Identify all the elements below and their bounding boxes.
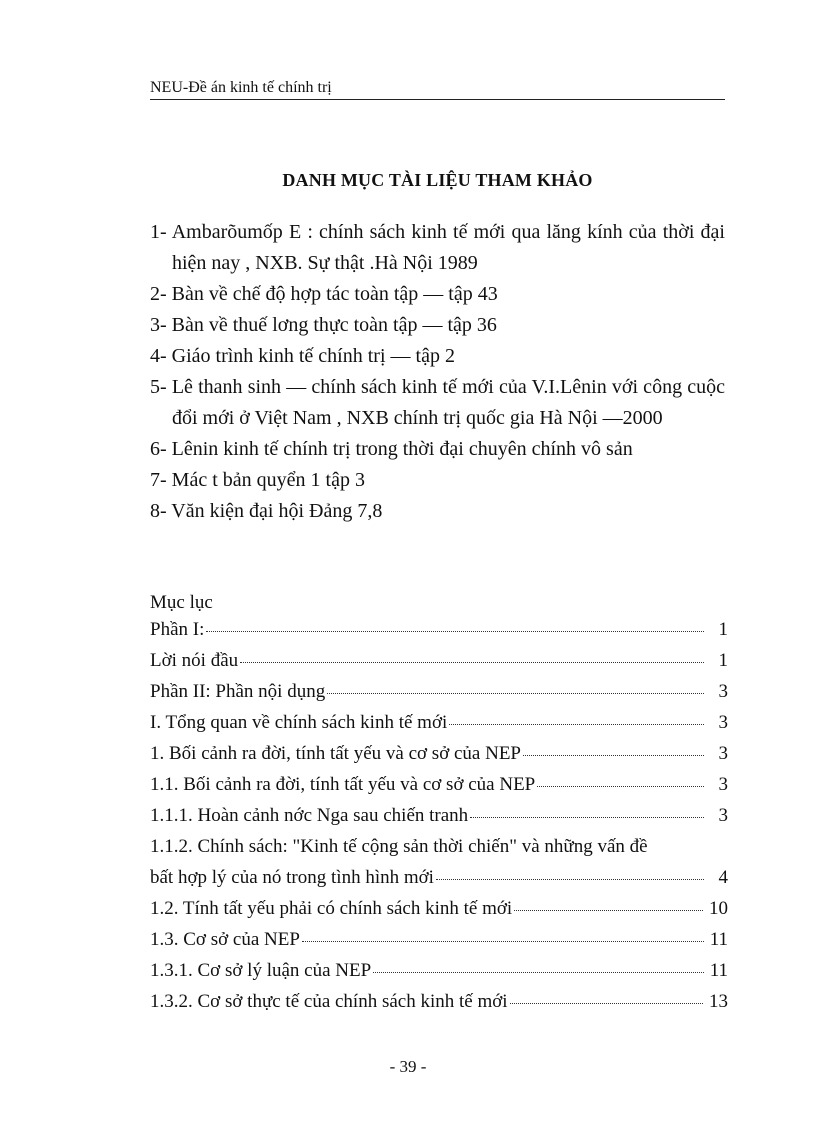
page-header <box>150 78 725 100</box>
toc-leader-dots <box>302 940 704 942</box>
reference-item: 5- Lê thanh sinh — chính sách kinh tế mới của V.I.Lênin với công cuộc đổi mới ở Việt Nam , NXB chính trị quốc gia Hà Nội —2000 <box>150 376 725 429</box>
reference-item: 3- Bàn về thuế lơng thực toàn tập — tập 36 <box>150 314 497 336</box>
toc-entry-label: 1. Bối cảnh ra đời, tính tất yếu và cơ sở của NEP <box>150 743 522 764</box>
table-of-contents <box>150 619 728 1022</box>
toc-entry <box>150 681 728 712</box>
toc-entry-label: Lời nói đầu <box>150 650 239 671</box>
toc-entry <box>150 743 728 774</box>
page-title: DANH MỤC TÀI LIỆU THAM KHẢO <box>282 170 593 190</box>
header-text: NEU-Đề án kinh tế chính trị <box>150 79 332 96</box>
toc-entry <box>150 805 728 836</box>
toc-leader-dots <box>373 971 704 973</box>
toc-entry-page: 1 <box>718 619 728 640</box>
toc-entry-line1 <box>150 836 728 867</box>
toc-entry <box>150 650 728 681</box>
toc-entry <box>150 929 728 960</box>
toc-leader-dots <box>514 909 703 911</box>
toc-entry <box>150 867 728 898</box>
toc-leader-dots <box>537 785 704 787</box>
toc-entry-page: 4 <box>718 867 728 888</box>
toc-entry-page: 11 <box>709 929 728 950</box>
page-number: - 39 - <box>389 1057 427 1076</box>
reference-item: 6- Lênin kinh tế chính trị trong thời đại chuyên chính vô sản <box>150 438 633 460</box>
toc-entry <box>150 619 728 650</box>
toc-entry-page: 1 <box>718 650 728 671</box>
toc-entry-label: 1.3.2. Cơ sở thực tế của chính sách kinh tế mới <box>150 991 508 1012</box>
toc-entry-label: 1.1.2. Chính sách: "Kinh tế cộng sản thời chiến" và những vấn đề <box>150 836 648 857</box>
toc-entry <box>150 960 728 991</box>
reference-item: 8- Văn kiện đại hội Đảng 7,8 <box>150 500 383 522</box>
toc-entry-page: 3 <box>718 743 728 764</box>
toc-leader-dots <box>240 661 704 663</box>
toc-leader-dots <box>327 692 704 694</box>
toc-entry-label: I. Tổng quan về chính sách kinh tế mới <box>150 712 448 733</box>
toc-leader-dots <box>510 1002 703 1004</box>
toc-entry-label: 1.2. Tính tất yếu phải có chính sách kinh tế mới <box>150 898 513 919</box>
toc-entry <box>150 712 728 743</box>
toc-entry-label: 1.3. Cơ sở của NEP <box>150 929 300 950</box>
toc-entry <box>150 898 728 929</box>
toc-leader-dots <box>523 754 704 756</box>
toc-title: Mục lục <box>150 592 213 613</box>
toc-entry-page: 3 <box>718 774 728 795</box>
toc-entry-page: 3 <box>718 712 728 733</box>
toc-entry-page: 11 <box>709 960 728 981</box>
toc-entry-page: 3 <box>718 681 728 702</box>
toc-leader-dots <box>449 723 704 725</box>
reference-item: 7- Mác t bản quyển 1 tập 3 <box>150 469 365 491</box>
toc-entry-label: bất hợp lý của nó trong tình hình mới <box>150 867 434 888</box>
toc-entry <box>150 774 728 805</box>
toc-entry-page: 10 <box>709 898 728 919</box>
reference-list <box>150 217 725 527</box>
toc-leader-dots <box>206 630 704 632</box>
toc-entry-page: 13 <box>709 991 728 1012</box>
reference-item: 4- Giáo trình kinh tế chính trị — tập 2 <box>150 345 455 367</box>
toc-entry-page: 3 <box>718 805 728 826</box>
toc-leader-dots <box>470 816 704 818</box>
reference-item: 2- Bàn về chế độ hợp tác toàn tập — tập 43 <box>150 283 498 305</box>
toc-leader-dots <box>436 878 704 880</box>
reference-item: 1- Ambarõumốp E : chính sách kinh tế mới qua lăng kính của thời đại hiện nay , NXB. Sự thật .Hà Nội 1989 <box>150 221 725 274</box>
toc-entry-label: Phần I: <box>150 619 205 640</box>
toc-entry-label: Phần II: Phần nội dụng <box>150 681 326 702</box>
toc-entry-label: 1.1. Bối cảnh ra đời, tính tất yếu và cơ sở của NEP <box>150 774 536 795</box>
toc-entry-label: 1.1.1. Hoàn cảnh nớc Nga sau chiến tranh <box>150 805 469 826</box>
toc-entry-label: 1.3.1. Cơ sở lý luận của NEP <box>150 960 372 981</box>
toc-entry <box>150 991 728 1022</box>
